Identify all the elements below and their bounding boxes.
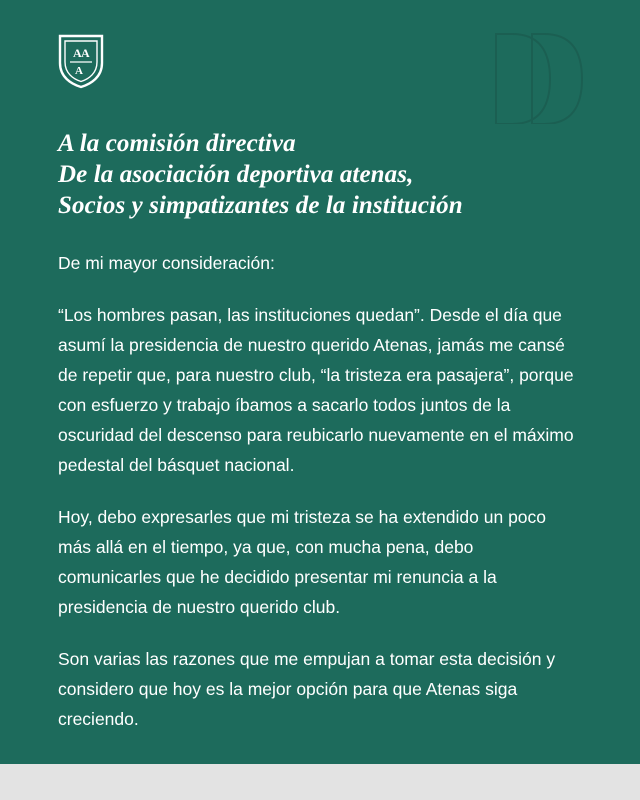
headline-line-3: Socios y simpatizantes de la institución bbox=[58, 192, 463, 219]
double-d-mark bbox=[488, 28, 584, 124]
letter-salutation: De mi mayor consideración: bbox=[58, 253, 275, 273]
svg-text:A: A bbox=[73, 46, 82, 60]
letter-body bbox=[58, 248, 578, 734]
letter-paragraph-2: Hoy, debo expresarles que mi tristeza se ha extendido un poco más allá en el tiempo, ya que, con mucha pena, debo comunicarles que he decidido presentar mi renuncia a la presidencia de nuestro querido club. bbox=[58, 507, 547, 617]
letter-paragraph-1: “Los hombres pasan, las instituciones quedan”. Desde el día que asumí la presidencia de nuestro querido Atenas, jamás me cansé de repetir que, para nuestro club, “la tristeza era pasajera”, porque con esfuerzo y trabajo íbamos a sacarlo todos juntos de la oscuridad del descenso para reubicarlo nuevamente en el máximo pedestal del básquet nacional. bbox=[58, 305, 574, 475]
svg-text:A: A bbox=[81, 46, 90, 60]
headline-line-2: De la asociación deportiva atenas, bbox=[58, 161, 414, 188]
headline-line-1: A la comisión directiva bbox=[58, 130, 296, 157]
svg-text:A: A bbox=[75, 65, 83, 77]
letter-paragraph-3: Son varias las razones que me empujan a tomar esta decisión y considero que hoy es la mejor opción para que Atenas siga creciendo. bbox=[58, 649, 556, 729]
atenas-crest-logo bbox=[58, 33, 104, 89]
footer-band bbox=[0, 764, 640, 800]
letter-headline bbox=[58, 128, 588, 221]
